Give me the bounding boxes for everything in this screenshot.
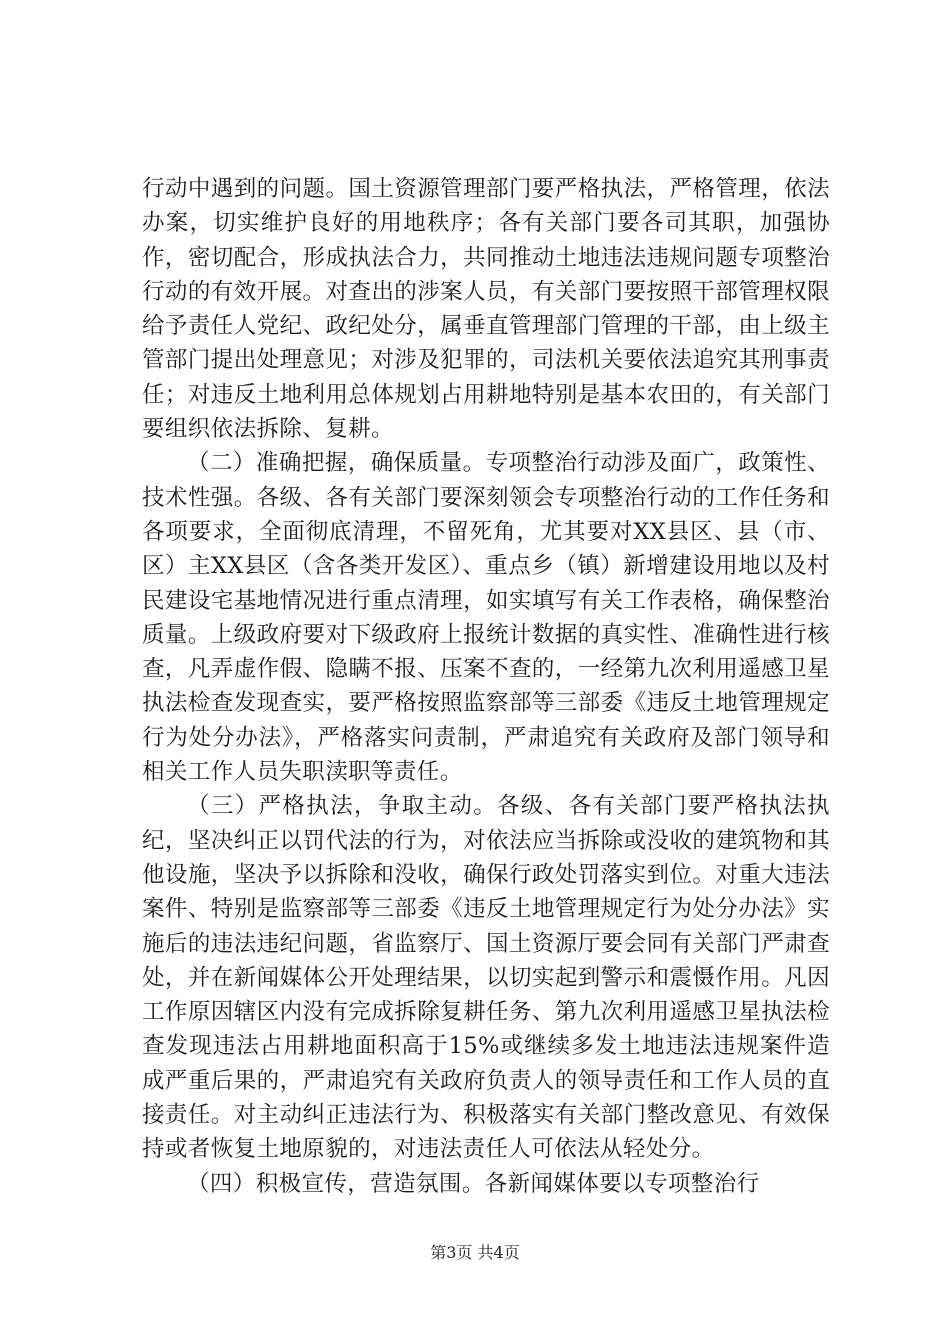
paragraph-continuation: 行动中遇到的问题。国土资源管理部门要严格执法，严格管理，依法办案，切实维护良好的用地秩序；各有关部门要各司其职，加强协作，密切配合，形成执法合力，共同推动土地违法违规问题专项整治行动的有效开展。对查出的涉案人员，有关部门要按照干部管理权限给予责任人党纪、政纪处分，属垂直管理部门管理的干部，由上级主管部门提出处理意见；对涉及犯罪的，司法机关要依法追究其刑事责任；对违反土地利用总体规划占用耕地特别是基本农田的，有关部门要组织依法拆除、复耕。 xyxy=(142,176,830,443)
paragraph-section-4: （四）积极宣传，营造氛围。各新闻媒体要以专项整治行 xyxy=(187,1170,760,1197)
document-body xyxy=(142,172,830,1201)
paragraph-section-2: （二）准确把握，确保质量。专项整治行动涉及面广，政策性、技术性强。各级、各有关部门要深刻领会专项整治行动的工作任务和各项要求，全面彻底清理，不留死角，尤其要对XX县区、县（市、区）主XX县区（含各类开发区）、重点乡（镇）新增建设用地以及村民建设宅基地情况进行重点清理，如实填写有关工作表格，确保整治质量。上级政府要对下级政府上报统计数据的真实性、准确性进行核查，凡弄虚作假、隐瞒不报、压案不查的，一经第九次利用遥感卫星执法检查发现查实，要严格按照监察部等三部委《违反土地管理规定行为处分办法》，严格落实问责制，严肃追究有关政府及部门领导和相关工作人员失职渎职等责任。 xyxy=(142,450,830,786)
paragraph-section-3: （三）严格执法，争取主动。各级、各有关部门要严格执法执纪，坚决纠正以罚代法的行为，对依法应当拆除或没收的建筑物和其他设施，坚决予以拆除和没收，确保行政处罚落实到位。对重大违法案件、特别是监察部等三部委《违反土地管理规定行为处分办法》实施后的违法违纪问题，省监察厅、国土资源厅要会同有关部门严肃查处，并在新闻媒体公开处理结果，以切实起到警示和震慑作用。凡因工作原因辖区内没有完成拆除复耕任务、第九次利用遥感卫星执法检查发现违法占用耕地面积高于15%或继续多发土地违法违规案件造成严重后果的，严肃追究有关政府负责人的领导责任和工作人员的直接责任。对主动纠正违法行为、积极落实有关部门整改意见、有效保持或者恢复土地原貌的，对违法责任人可依法从轻处分。 xyxy=(142,793,830,1163)
page-number-footer: 第3页 共4页 xyxy=(430,1243,520,1262)
